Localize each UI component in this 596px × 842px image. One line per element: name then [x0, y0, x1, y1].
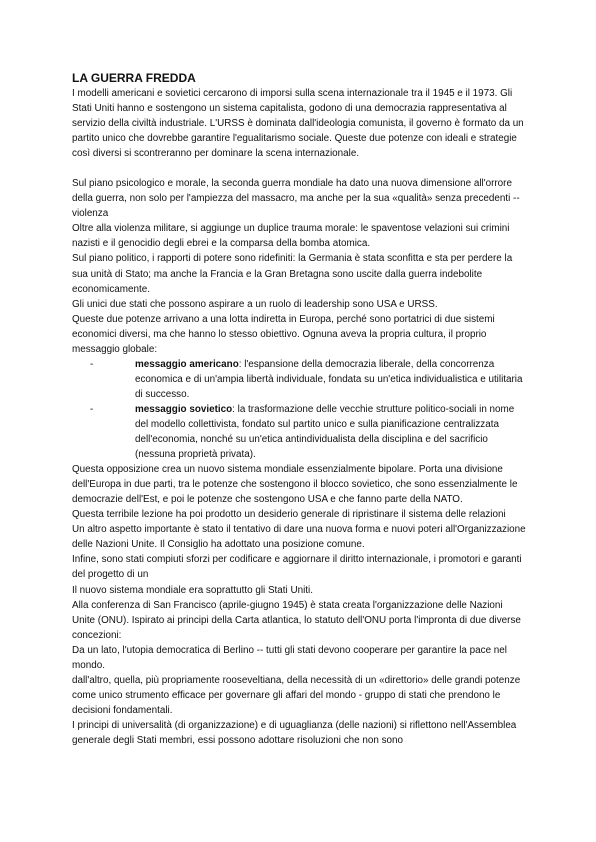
paragraph: Da un lato, l'utopia democratica di Berlino -- tutti gli stati devono cooperare per garantire la pace nel mondo.: [72, 644, 507, 671]
bullet-term: messaggio sovietico: [135, 403, 233, 415]
paragraph: dall'altro, quella, più propriamente rooseveltiana, della necessità di un «direttorio» delle grandi potenze come unico strumento efficace per governare gli affari del mondo - gruppo di stati che prendono le decisioni fondamentali.: [72, 674, 521, 716]
paragraph-spacer: [72, 161, 528, 176]
dash-bullet: -: [90, 403, 94, 415]
paragraph: Questa opposizione crea un nuovo sistema mondiale essenzialmente bipolare. Porta una divisione dell'Europa in due parti, tra le potenze che sostengono il blocco sovietico, che sono essenzialmente le democrazie dell'Est, e poi le potenze che sostengono USA e che fanno parte della NATO.: [72, 464, 518, 506]
paragraph: Alla conferenza di San Francisco (aprile-giugno 1945) è stata creata l'organizzazione delle Nazioni Unite (ONU). Ispirato ai principi della Carta atlantica, lo statuto dell'ONU porta l'impronta di due diverse concezioni:: [72, 599, 521, 641]
paragraph: Questa terribile lezione ha poi prodotto un desiderio generale di ripristinare il sistema delle relazioni: [72, 509, 506, 521]
dash-bullet: -: [90, 358, 94, 370]
bullet-text: : la trasformazione delle vecchie strutture politico-sociali in nome del modello collettivista, fondato sul partito unico e sulla pianificazione centralizzata dell'economia, nonché su un'etica antindividualista della disciplina e del sacrificio (nessuna proprietà privata).: [135, 403, 515, 461]
bullet-list: [72, 357, 528, 462]
paragraph: Infine, sono stati compiuti sforzi per codificare e aggiornare il diritto internazionale, i promotori e garanti del progetto di un: [72, 554, 522, 581]
paragraph: Gli unici due stati che possono aspirare a un ruolo di leadership sono USA e URSS.: [72, 298, 438, 310]
paragraph: Il nuovo sistema mondiale era soprattutto gli Stati Uniti.: [72, 584, 313, 596]
document-page: [72, 70, 528, 748]
bullet-term: messaggio americano: [135, 358, 239, 370]
paragraph: Un altro aspetto importante è stato il tentativo di dare una nuova forma e nuovi poteri all'Organizzazione delle Nazioni Unite. Il Consiglio ha adottato una posizione comune.: [72, 524, 526, 551]
paragraph: Sul piano psicologico e morale, la seconda guerra mondiale ha dato una nuova dimensione all'orrore della guerra, non solo per l'ampiezza del massacro, ma anche per la sua «qualità» senza precedenti -- violenza: [72, 178, 520, 220]
bullet-item-american-message: [72, 357, 528, 402]
bullet-text: : l'espansione della democrazia liberale, della concorrenza economica e di un'ampia libertà individuale, fondata su un'etica individualistica e utilitaria di successo.: [135, 358, 523, 400]
intro-paragraph: I modelli americani e sovietici cercarono di imporsi sulla scena internazionale tra il 1945 e il 1973. Gli Stati Uniti hanno e sostengono un sistema capitalista, godono di una democrazia rappresentativa al servizio della civiltà industriale. L'URSS è dominata dall'ideologia comunista, il governo è formato da un partito unico che dovrebbe garantire l'egualitarismo sociale. Queste due potenze con ideali e strategie così diversi si scontreranno per dominare la scena internazionale.: [72, 88, 524, 160]
bullet-item-soviet-message: [72, 402, 528, 462]
document-title: LA GUERRA FREDDA: [72, 71, 196, 85]
paragraph: Sul piano politico, i rapporti di potere sono ridefiniti: la Germania è stata sconfitta e sta per perdere la sua unità di Stato; ma anche la Francia e la Gran Bretagna sono uscite dalla guerra indebolite economicamente.: [72, 253, 513, 295]
paragraph: I principi di universalità (di organizzazione) e di uguaglianza (delle nazioni) si riflettono nell'Assemblea generale degli Stati membri, essi possono adottare risoluzioni che non sono: [72, 719, 517, 746]
paragraph: Oltre alla violenza militare, si aggiunge un duplice trauma morale: le spaventose velazioni sui crimini nazisti e il genocidio degli ebrei e la comparsa della bomba atomica.: [72, 223, 510, 250]
paragraph: Queste due potenze arrivano a una lotta indiretta in Europa, perché sono portatrici di due sistemi economici diversi, ma che hanno lo stesso obiettivo. Ognuna aveva la propria cultura, il proprio messaggio globale:: [72, 313, 495, 355]
